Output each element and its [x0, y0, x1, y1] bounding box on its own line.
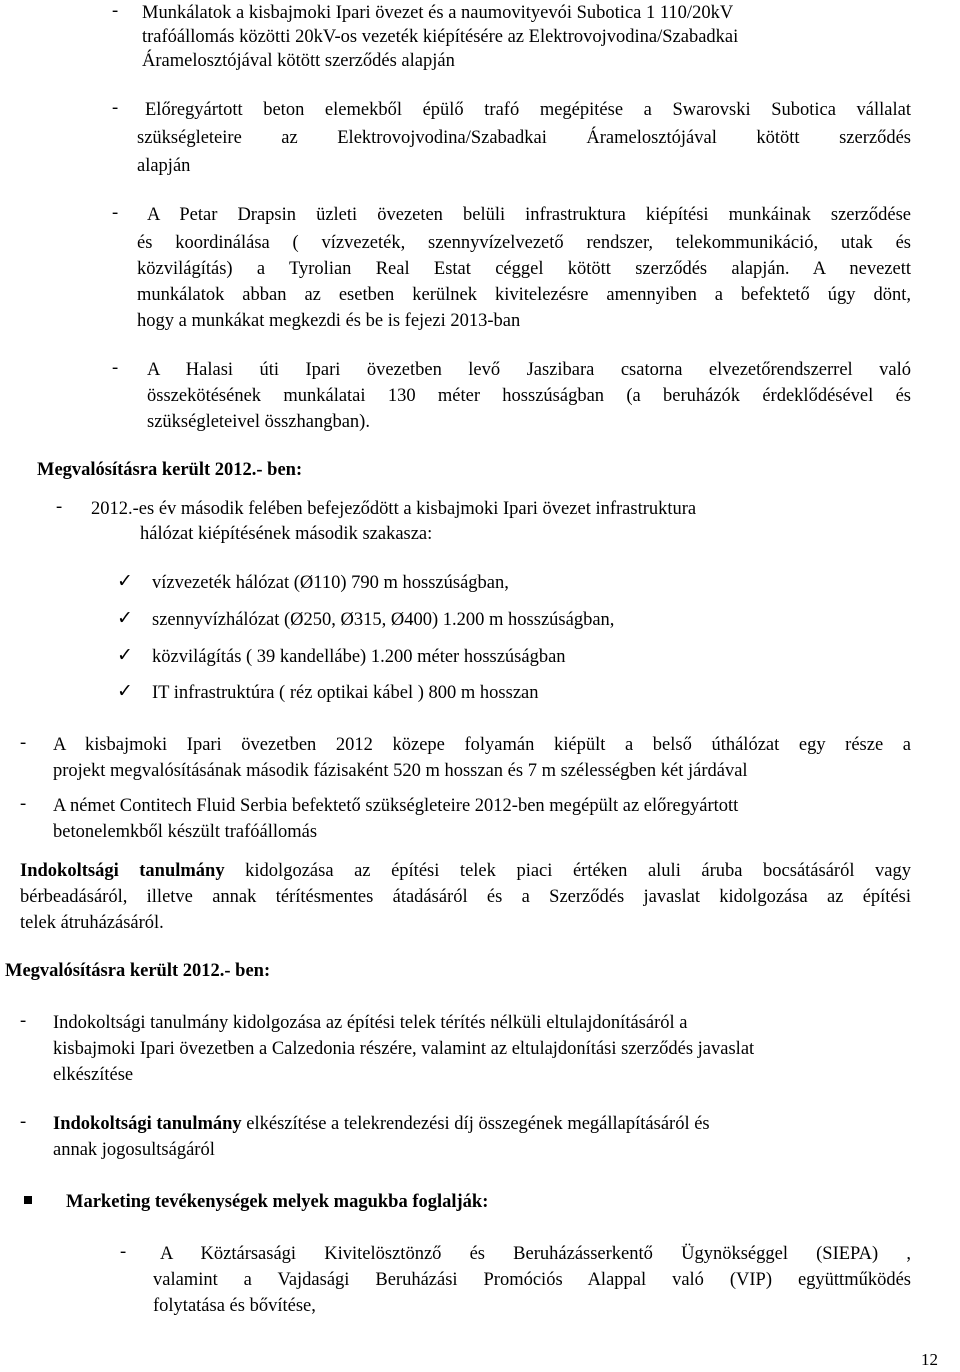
list-dash: - — [56, 497, 63, 517]
text-span: kidolgozása az építési telek piaci értéken aluli áruba bocsátásáról vagy — [224, 861, 911, 881]
text-line: hálózat kiépítésének második szakasza: — [140, 524, 433, 544]
list-dash: - — [112, 1, 119, 21]
checklist-item: szennyvízhálózat (Ø250, Ø315, Ø400) 1.200 m hosszúságban, — [152, 610, 615, 630]
text-line: A Petar Drapsin üzleti övezeten belüli infrastruktura kiépítési munkáinak szerződése — [147, 205, 911, 225]
paragraph-line: telek átruházásáról. — [20, 913, 164, 933]
text-line: betonelemkből készült trafóállomás — [53, 822, 318, 842]
text-line: szükségleteire az Elektrovojvodina/Szabadkai Áramelosztójával kötött szerződés — [137, 128, 911, 148]
checklist-item: IT infrastruktúra ( réz optikai kábel ) 800 m hosszan — [152, 683, 539, 703]
text-line: A Halasi úti Ipari övezetben levő Jaszibara csatorna elvezetőrendszerrel való — [147, 360, 911, 380]
page-number: 12 — [921, 1350, 938, 1369]
checklist-item: vízvezeték hálózat (Ø110) 790 m hosszúságban, — [152, 573, 509, 593]
list-dash: - — [20, 794, 27, 814]
text-line: Munkálatok a kisbajmoki Ipari övezet és a naumovityevói Subotica 1 110/20kV — [142, 3, 734, 23]
text-line: A kisbajmoki Ipari övezetben 2012 közepe folyamán kiépült a belső úthálózat egy része a — [53, 735, 911, 755]
text-line: kisbajmoki Ipari övezetben a Calzedonia részére, valamint az eltulajdonítási szerződés javaslat — [53, 1039, 755, 1059]
text-line: A Köztársasági Kivitelösztönző és Beruházásserkentő Ügynökséggel (SIEPA) , — [160, 1244, 911, 1264]
bold-term: Indokoltsági tanulmány — [53, 1114, 242, 1134]
checkmark-icon: ✓ — [117, 644, 133, 666]
checkmark-icon: ✓ — [117, 680, 133, 702]
text-line: és koordinálása ( vízvezeték, szennyvízelvezető rendszer, telekommunikáció, utak és — [137, 233, 911, 253]
paragraph-line — [20, 858, 911, 884]
text-line: Áramelosztójával kötött szerződés alapján — [142, 51, 455, 71]
text-line: projekt megvalósításának második fázisaként 520 m hosszan és 7 m szélességben két járdával — [53, 761, 748, 781]
text-line: folytatása és bővítése, — [153, 1296, 316, 1316]
bold-term: Indokoltsági tanulmány — [20, 861, 225, 881]
text-line: A német Contitech Fluid Serbia befektető szükségleteire 2012-ben megépült az előregyártott — [53, 796, 739, 816]
list-dash: - — [20, 733, 27, 753]
list-dash: - — [120, 1242, 127, 1262]
paragraph-line: bérbeadásáról, illetve annak térítésmentes átadásáról és a Szerződés javaslat kidolgozása az építési — [20, 887, 911, 907]
text-line: szükségleteivel összhangban). — [147, 412, 370, 432]
list-dash: - — [20, 1011, 27, 1031]
text-line: trafóállomás közötti 20kV-os vezeték kiépítésére az Elektrovojvodina/Szabadkai — [142, 27, 739, 47]
text-line: Indokoltsági tanulmány kidolgozása az építési telek térítés nélküli eltulajdonításáról a — [53, 1013, 688, 1033]
list-dash: - — [112, 358, 119, 378]
text-line: elkészítése — [53, 1065, 134, 1085]
checkmark-icon: ✓ — [117, 607, 133, 629]
text-line: munkálatok abban az esetben kerülnek kivitelezésre amennyiben a befektető úgy dönt, — [137, 285, 911, 305]
text-line: összekötésének munkálatai 130 méter hosszúságban (a beruházók érdeklődésével és — [147, 386, 911, 406]
list-dash: - — [112, 203, 119, 223]
checkmark-icon: ✓ — [117, 570, 133, 592]
list-dash: - — [20, 1112, 27, 1132]
text-line — [53, 1111, 710, 1137]
text-line: közvilágítás) a Tyrolian Real Estat céggel kötött szerződés alapján. A nevezett — [137, 259, 911, 279]
list-dash: - — [112, 98, 119, 118]
text-line: 2012.-es év második felében befejeződött a kisbajmoki Ipari övezet infrastruktura — [91, 499, 697, 519]
section-heading: Megvalósításra került 2012.- ben: — [37, 460, 303, 480]
section-heading: Megvalósításra került 2012.- ben: — [5, 961, 271, 981]
checklist-item: közvilágítás ( 39 kandellábe) 1.200 méter hosszúságban — [152, 647, 566, 667]
marketing-heading: Marketing tevékenységek melyek magukba foglalják: — [66, 1192, 489, 1212]
text-line: valamint a Vajdasági Beruházási Promóciós Alappal való (VIP) együttműködés — [153, 1270, 911, 1290]
text-line: alapján — [137, 156, 191, 176]
text-span: elkészítése a telekrendezési díj összegének megállapításáról és — [241, 1114, 710, 1134]
text-line: annak jogosultságáról — [53, 1140, 215, 1160]
text-line: Előregyártott beton elemekből épülő trafó megépitése a Swarovski Subotica vállalat — [145, 100, 911, 120]
text-line: hogy a munkákat megkezdi és be is fejezi 2013-ban — [137, 311, 521, 331]
square-bullet-icon — [24, 1196, 32, 1204]
